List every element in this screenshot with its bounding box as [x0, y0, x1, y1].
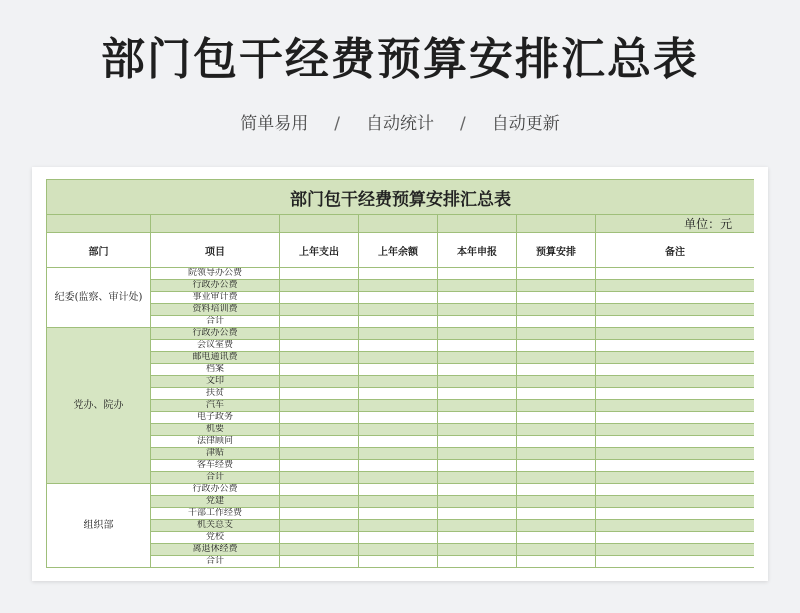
value-cell[interactable]: [596, 280, 755, 292]
value-cell[interactable]: [359, 268, 438, 280]
value-cell[interactable]: [438, 448, 517, 460]
table-row: [47, 544, 755, 556]
value-cell[interactable]: [359, 352, 438, 364]
value-cell[interactable]: [280, 424, 359, 436]
value-cell[interactable]: [596, 436, 755, 448]
value-cell[interactable]: [359, 544, 438, 556]
value-cell[interactable]: [280, 292, 359, 304]
col-header-budget-allocation: 预算安排: [517, 233, 596, 268]
value-cell[interactable]: [517, 376, 596, 388]
value-cell[interactable]: [359, 400, 438, 412]
item-cell[interactable]: 邮电通讯费: [151, 352, 280, 364]
table-row: [47, 508, 755, 520]
table-row: [47, 352, 755, 364]
table-row: [47, 400, 755, 412]
budget-table: [46, 179, 754, 568]
value-cell[interactable]: [438, 508, 517, 520]
tag-separator: /: [334, 114, 340, 134]
value-cell[interactable]: [280, 520, 359, 532]
value-cell[interactable]: [359, 376, 438, 388]
value-cell[interactable]: [517, 472, 596, 484]
value-cell[interactable]: [280, 412, 359, 424]
value-cell[interactable]: [438, 424, 517, 436]
value-cell[interactable]: [438, 268, 517, 280]
value-cell[interactable]: [280, 316, 359, 328]
value-cell[interactable]: [280, 352, 359, 364]
value-cell[interactable]: [280, 304, 359, 316]
value-cell[interactable]: [596, 484, 755, 496]
value-cell[interactable]: [517, 304, 596, 316]
table-row: [47, 520, 755, 532]
page-title: 部门包干经费预算安排汇总表: [101, 34, 699, 85]
value-cell[interactable]: [596, 448, 755, 460]
value-cell[interactable]: [438, 376, 517, 388]
table-row: [47, 388, 755, 400]
value-cell[interactable]: [280, 472, 359, 484]
value-cell[interactable]: [280, 328, 359, 340]
value-cell[interactable]: [280, 364, 359, 376]
value-cell[interactable]: [596, 424, 755, 436]
table-row: [47, 556, 755, 568]
value-cell[interactable]: [280, 556, 359, 568]
sheet-title: 部门包干经费预算安排汇总表: [47, 180, 755, 215]
col-header-remarks: 备注: [596, 233, 755, 268]
department-cell[interactable]: 组织部: [47, 484, 151, 568]
item-cell[interactable]: 资料培训费: [151, 304, 280, 316]
value-cell[interactable]: [359, 532, 438, 544]
table-row: [47, 460, 755, 472]
table-row: [47, 436, 755, 448]
value-cell[interactable]: [280, 460, 359, 472]
value-cell[interactable]: [438, 388, 517, 400]
unit-label: 单位：元: [596, 215, 755, 233]
table-row: [47, 328, 755, 340]
value-cell[interactable]: [359, 292, 438, 304]
value-cell[interactable]: [438, 412, 517, 424]
value-cell[interactable]: [596, 364, 755, 376]
item-cell[interactable]: 机关总支: [151, 520, 280, 532]
value-cell[interactable]: [596, 376, 755, 388]
item-cell[interactable]: 离退休经费: [151, 544, 280, 556]
department-cell[interactable]: 纪委(监察、审计处): [47, 268, 151, 328]
value-cell[interactable]: [517, 340, 596, 352]
value-cell[interactable]: [280, 268, 359, 280]
item-cell[interactable]: 扶贫: [151, 388, 280, 400]
value-cell[interactable]: [359, 424, 438, 436]
table-row: [47, 280, 755, 292]
value-cell[interactable]: [280, 448, 359, 460]
table-row: [47, 448, 755, 460]
value-cell[interactable]: [596, 412, 755, 424]
table-row: [47, 364, 755, 376]
col-header-item: 项目: [151, 233, 280, 268]
value-cell[interactable]: [596, 400, 755, 412]
department-cell[interactable]: 党办、院办: [47, 328, 151, 484]
value-cell[interactable]: [359, 484, 438, 496]
value-cell[interactable]: [359, 448, 438, 460]
value-cell[interactable]: [517, 508, 596, 520]
value-cell[interactable]: [438, 496, 517, 508]
col-header-last-year-expense: 上年支出: [280, 233, 359, 268]
value-cell[interactable]: [280, 388, 359, 400]
table-row: [47, 316, 755, 328]
value-cell[interactable]: [438, 328, 517, 340]
table-row: [47, 292, 755, 304]
value-cell[interactable]: [359, 328, 438, 340]
item-cell[interactable]: 事业审计费: [151, 292, 280, 304]
value-cell[interactable]: [596, 508, 755, 520]
value-cell[interactable]: [517, 412, 596, 424]
item-cell[interactable]: 会议室费: [151, 340, 280, 352]
item-cell[interactable]: 干部工作经费: [151, 508, 280, 520]
value-cell[interactable]: [517, 460, 596, 472]
value-cell[interactable]: [280, 436, 359, 448]
item-cell[interactable]: 行政办公费: [151, 328, 280, 340]
item-cell[interactable]: 行政办公费: [151, 280, 280, 292]
item-cell[interactable]: 合计: [151, 556, 280, 568]
value-cell[interactable]: [517, 520, 596, 532]
table-row: [47, 472, 755, 484]
col-header-department: 部门: [47, 233, 151, 268]
tag-easy: 简单易用: [240, 114, 309, 134]
value-cell[interactable]: [517, 268, 596, 280]
value-cell[interactable]: [359, 460, 438, 472]
value-cell[interactable]: [280, 532, 359, 544]
value-cell[interactable]: [517, 352, 596, 364]
value-cell[interactable]: [438, 292, 517, 304]
value-cell[interactable]: [438, 544, 517, 556]
value-cell[interactable]: [280, 544, 359, 556]
value-cell[interactable]: [596, 316, 755, 328]
value-cell[interactable]: [359, 316, 438, 328]
value-cell[interactable]: [280, 484, 359, 496]
value-cell[interactable]: [596, 328, 755, 340]
tag-separator: /: [460, 114, 466, 134]
value-cell[interactable]: [517, 436, 596, 448]
value-cell[interactable]: [280, 496, 359, 508]
table-row: [47, 424, 755, 436]
value-cell[interactable]: [438, 400, 517, 412]
value-cell[interactable]: [438, 520, 517, 532]
item-cell[interactable]: 文印: [151, 376, 280, 388]
tag-auto-update: 自动更新: [491, 114, 560, 134]
empty-cell[interactable]: [438, 215, 517, 233]
table-row: [47, 340, 755, 352]
value-cell[interactable]: [359, 340, 438, 352]
value-cell[interactable]: [596, 292, 755, 304]
value-cell[interactable]: [280, 508, 359, 520]
value-cell[interactable]: [359, 520, 438, 532]
value-cell[interactable]: [438, 436, 517, 448]
value-cell[interactable]: [517, 448, 596, 460]
value-cell[interactable]: [438, 532, 517, 544]
item-cell[interactable]: 机要: [151, 424, 280, 436]
value-cell[interactable]: [596, 496, 755, 508]
item-cell[interactable]: 汽车: [151, 400, 280, 412]
value-cell[interactable]: [596, 544, 755, 556]
value-cell[interactable]: [517, 364, 596, 376]
empty-cell[interactable]: [280, 215, 359, 233]
value-cell[interactable]: [359, 496, 438, 508]
table-row: [47, 304, 755, 316]
item-cell[interactable]: 客车经费: [151, 460, 280, 472]
value-cell[interactable]: [280, 400, 359, 412]
tag-auto-stats: 自动统计: [366, 114, 434, 134]
col-header-last-year-balance: 上年余额: [359, 233, 438, 268]
empty-cell[interactable]: [517, 215, 596, 233]
value-cell[interactable]: [359, 472, 438, 484]
value-cell[interactable]: [438, 352, 517, 364]
value-cell[interactable]: [438, 484, 517, 496]
value-cell[interactable]: [596, 388, 755, 400]
item-cell[interactable]: 党建: [151, 496, 280, 508]
value-cell[interactable]: [517, 328, 596, 340]
item-cell[interactable]: 电子政务: [151, 412, 280, 424]
value-cell[interactable]: [517, 544, 596, 556]
spreadsheet-view[interactable]: [46, 179, 754, 581]
value-cell[interactable]: [596, 268, 755, 280]
value-cell[interactable]: [359, 508, 438, 520]
value-cell[interactable]: [280, 376, 359, 388]
value-cell[interactable]: [517, 316, 596, 328]
value-cell[interactable]: [359, 388, 438, 400]
item-cell[interactable]: 津贴: [151, 448, 280, 460]
value-cell[interactable]: [517, 484, 596, 496]
value-cell[interactable]: [596, 460, 755, 472]
item-cell[interactable]: 合计: [151, 316, 280, 328]
table-row: [47, 484, 755, 496]
item-cell[interactable]: 行政办公费: [151, 484, 280, 496]
tagline: [0, 112, 800, 136]
header-row: [47, 233, 755, 268]
empty-cell[interactable]: [47, 215, 151, 233]
value-cell[interactable]: [517, 400, 596, 412]
value-cell[interactable]: [596, 304, 755, 316]
item-cell[interactable]: 法律顾问: [151, 436, 280, 448]
value-cell[interactable]: [280, 280, 359, 292]
value-cell[interactable]: [438, 280, 517, 292]
value-cell[interactable]: [596, 340, 755, 352]
value-cell[interactable]: [359, 280, 438, 292]
value-cell[interactable]: [517, 280, 596, 292]
value-cell[interactable]: [438, 340, 517, 352]
value-cell[interactable]: [359, 304, 438, 316]
table-row: [47, 412, 755, 424]
value-cell[interactable]: [359, 436, 438, 448]
table-row: [47, 268, 755, 280]
col-header-this-year-request: 本年申报: [438, 233, 517, 268]
empty-cell[interactable]: [359, 215, 438, 233]
item-cell[interactable]: 合计: [151, 472, 280, 484]
value-cell[interactable]: [596, 532, 755, 544]
value-cell[interactable]: [596, 472, 755, 484]
value-cell[interactable]: [438, 556, 517, 568]
value-cell[interactable]: [359, 412, 438, 424]
value-cell[interactable]: [596, 556, 755, 568]
item-cell[interactable]: 院领导办公费: [151, 268, 280, 280]
value-cell[interactable]: [596, 352, 755, 364]
item-cell[interactable]: 党校: [151, 532, 280, 544]
value-cell[interactable]: [280, 340, 359, 352]
table-row: [47, 532, 755, 544]
value-cell[interactable]: [517, 292, 596, 304]
value-cell[interactable]: [517, 532, 596, 544]
value-cell[interactable]: [438, 472, 517, 484]
value-cell[interactable]: [517, 556, 596, 568]
value-cell[interactable]: [438, 304, 517, 316]
value-cell[interactable]: [359, 556, 438, 568]
table-row: [47, 496, 755, 508]
value-cell[interactable]: [517, 424, 596, 436]
value-cell[interactable]: [359, 364, 438, 376]
value-cell[interactable]: [438, 364, 517, 376]
value-cell[interactable]: [517, 388, 596, 400]
sheet-card: [32, 167, 768, 581]
value-cell[interactable]: [596, 520, 755, 532]
table-row: [47, 376, 755, 388]
value-cell[interactable]: [438, 460, 517, 472]
value-cell[interactable]: [438, 316, 517, 328]
value-cell[interactable]: [517, 496, 596, 508]
empty-cell[interactable]: [151, 215, 280, 233]
item-cell[interactable]: 档案: [151, 364, 280, 376]
